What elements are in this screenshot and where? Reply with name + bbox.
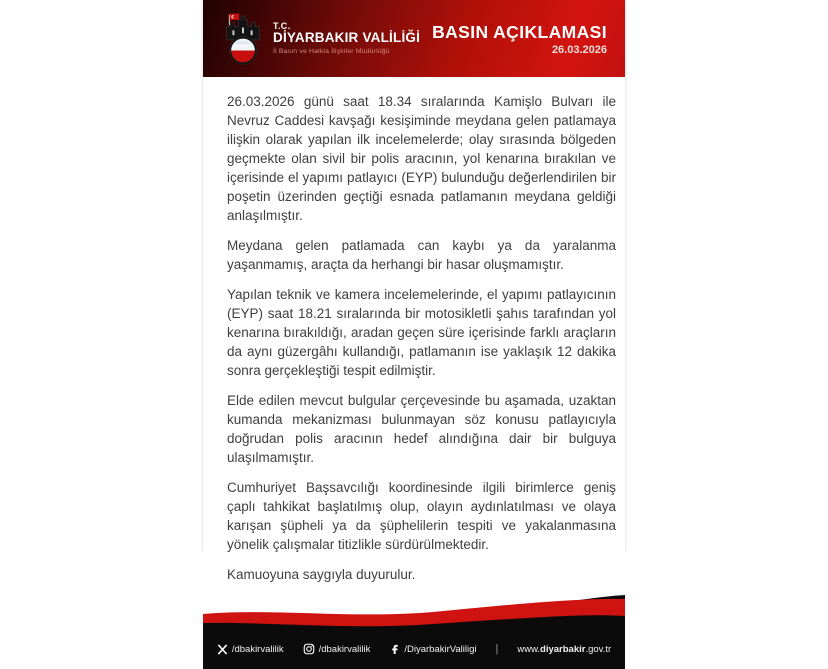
paragraph-no-casualties: Meydana gelen patlamada can kaybı ya da yaralanma yaşanmamış, araçta da herhangi bir hasar oluşmamıştır. bbox=[227, 238, 616, 272]
website-bold: diyarbakir bbox=[540, 643, 586, 655]
press-release-document bbox=[203, 0, 625, 655]
x-twitter-icon bbox=[217, 644, 228, 655]
footer-separator: | bbox=[495, 643, 499, 655]
facebook-link[interactable] bbox=[389, 643, 476, 655]
press-release-heading bbox=[432, 22, 607, 56]
instagram-icon bbox=[303, 643, 315, 655]
paragraph-investigation: Cumhuriyet Başsavcılığı koordinesinde ilgili birimlerce geniş çaplı tahkikat başlatılmış olup, olayın aydınlatılması ve olaya karışan şüpheli ya da şüphelilerin tespiti ve yakalanmasına yönelik çalışmalar titizlikle sürdürülmektedir. bbox=[227, 480, 616, 552]
website-suffix: .gov.tr bbox=[585, 643, 612, 655]
press-release-body bbox=[203, 77, 625, 595]
header-banner bbox=[203, 0, 625, 77]
website-prefix: www. bbox=[517, 643, 541, 655]
brand-department: İl Basın ve Halkla İlişkiler Müdürlüğü bbox=[273, 47, 390, 55]
facebook-icon bbox=[389, 643, 400, 655]
governorship-brand bbox=[221, 12, 420, 66]
brand-text-block bbox=[273, 22, 420, 56]
press-release-title: BASIN AÇIKLAMASI bbox=[432, 21, 607, 42]
paragraph-current-findings: Elde edilen mevcut bulgular çerçevesinde bu aşamada, uzaktan kumanda mekanizması bulunmayan söz konusu patlayıcıyla doğrudan polis aracının hedef alındığına dair bir bulguya ulaşılmamıştır. bbox=[227, 393, 616, 465]
press-release-date: 26.03.2026 bbox=[551, 43, 607, 56]
valilik-logo-emblem bbox=[221, 12, 265, 66]
instagram-handle: /dbakirvalilik bbox=[318, 643, 371, 655]
instagram-link[interactable] bbox=[303, 643, 371, 655]
paragraph-incident-summary: 26.03.2026 günü saat 18.34 sıralarında Kamişlo Bulvarı ile Nevruz Caddesi kavşağı kesişiminde meydana gelen patlamaya ilişkin olarak yapılan ilk incelemelerde; olay sırasında bölgeden geçmekte olan sivil bir polis aracının, yol kenarına bırakılan ve içerisinde el yapımı patlayıcı (EYP) bulunduğu değerlendirilen bir poşetin üzerinden geçtiği esnada patlamanın meydana geldiği anlaşılmıştır. bbox=[227, 94, 616, 223]
twitter-handle: /dbakirvalilik bbox=[231, 643, 284, 655]
facebook-handle: /DiyarbakirValiligi bbox=[404, 643, 477, 655]
paragraph-closing: Kamuoyuna saygıyla duyurulur. bbox=[227, 567, 416, 582]
paragraph-camera-findings: Yapılan teknik ve kamera incelemelerinde, el yapımı patlayıcının (EYP) saat 18.21 sıralarında bir motosikletli şahıs tarafından yol kenarına bırakıldığı, aradan geçen süre içerisinde farklı araçların da aynı güzergâhı kullandığı, patlamanın ise yaklaşık 12 dakika sonra gerçekleştiği tespit edilmiştir. bbox=[227, 287, 616, 378]
footer-bar bbox=[203, 629, 625, 669]
brand-agency-name: DİYARBAKIR VALİLİĞİ bbox=[273, 30, 421, 46]
website-link[interactable] bbox=[517, 644, 611, 655]
brand-tc: T.C. bbox=[273, 20, 291, 31]
twitter-link[interactable] bbox=[217, 644, 284, 655]
footer-wave-decoration bbox=[203, 595, 625, 629]
